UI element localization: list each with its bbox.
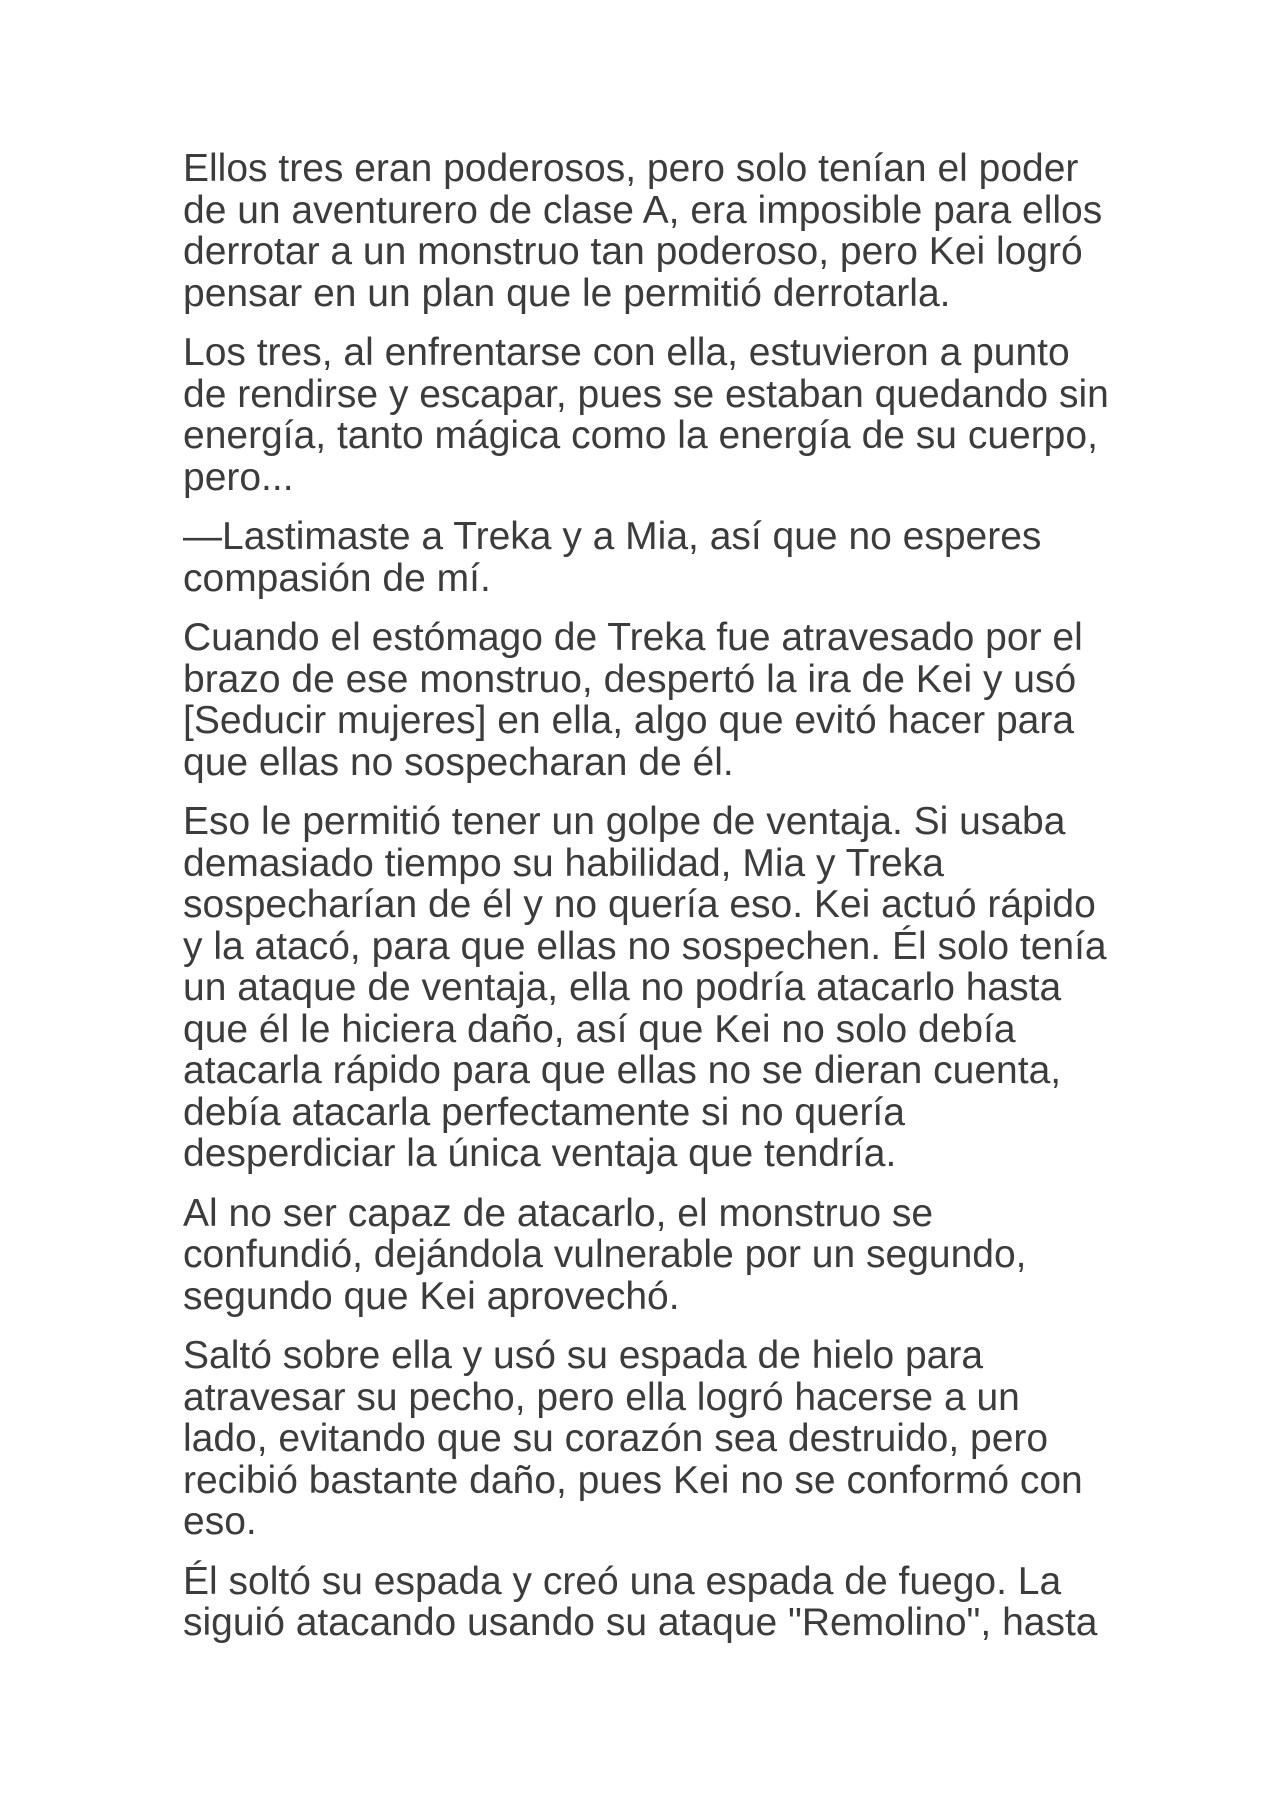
paragraph: Cuando el estómago de Treka fue atravesado por el brazo de ese monstruo, despertó la ira de Kei y usó [Seducir mujeres] en ella, algo que evitó hacer para que ellas no sospecharan de él. — [183, 616, 1083, 784]
paragraph: Saltó sobre ella y usó su espada de hielo para atravesar su pecho, pero ella logró hacerse a un lado, evitando que su corazón sea destruido, pero recibió bastante daño, pues Kei no se conformó con eso. — [183, 1334, 1083, 1543]
paragraph: Ellos tres eran poderosos, pero solo tenían el poder de un aventurero de clase A, era imposible para ellos derrotar a un monstruo tan poderoso, pero Kei logró pensar en un plan que le permitió derrotarla. — [183, 147, 1103, 315]
body-text — [183, 148, 1113, 1662]
paragraph: Eso le permitió tener un golpe de ventaja. Si usaba demasiado tiempo su habilidad, Mia y Treka sospecharían de él y no quería eso. Kei actuó rápido y la atacó, para que ellas no sospechen. Él solo tenía un ataque de ventaja, ella no podría atacarlo hasta que él le hiciera daño, así que Kei no solo debía atacarla rápido para que ellas no se dieran cuenta, debía atacarla perfectamente si no quería desperdiciar la única ventaja que tendría. — [183, 800, 1107, 1175]
paragraph: Él soltó su espada y creó una espada de fuego. La siguió atacando usando su ataque "Remolino", hasta — [183, 1559, 1098, 1644]
paragraph: Los tres, al enfrentarse con ella, estuvieron a punto de rendirse y escapar, pues se estaban quedando sin energía, tanto mágica como la energía de su cuerpo, pero... — [183, 331, 1109, 499]
paragraph: Al no ser capaz de atacarlo, el monstruo se confundió, dejándola vulnerable por un segundo, segundo que Kei aprovechó. — [183, 1191, 1027, 1318]
paragraph: —Lastimaste a Treka y a Mia, así que no esperes compasión de mí. — [183, 515, 1042, 600]
